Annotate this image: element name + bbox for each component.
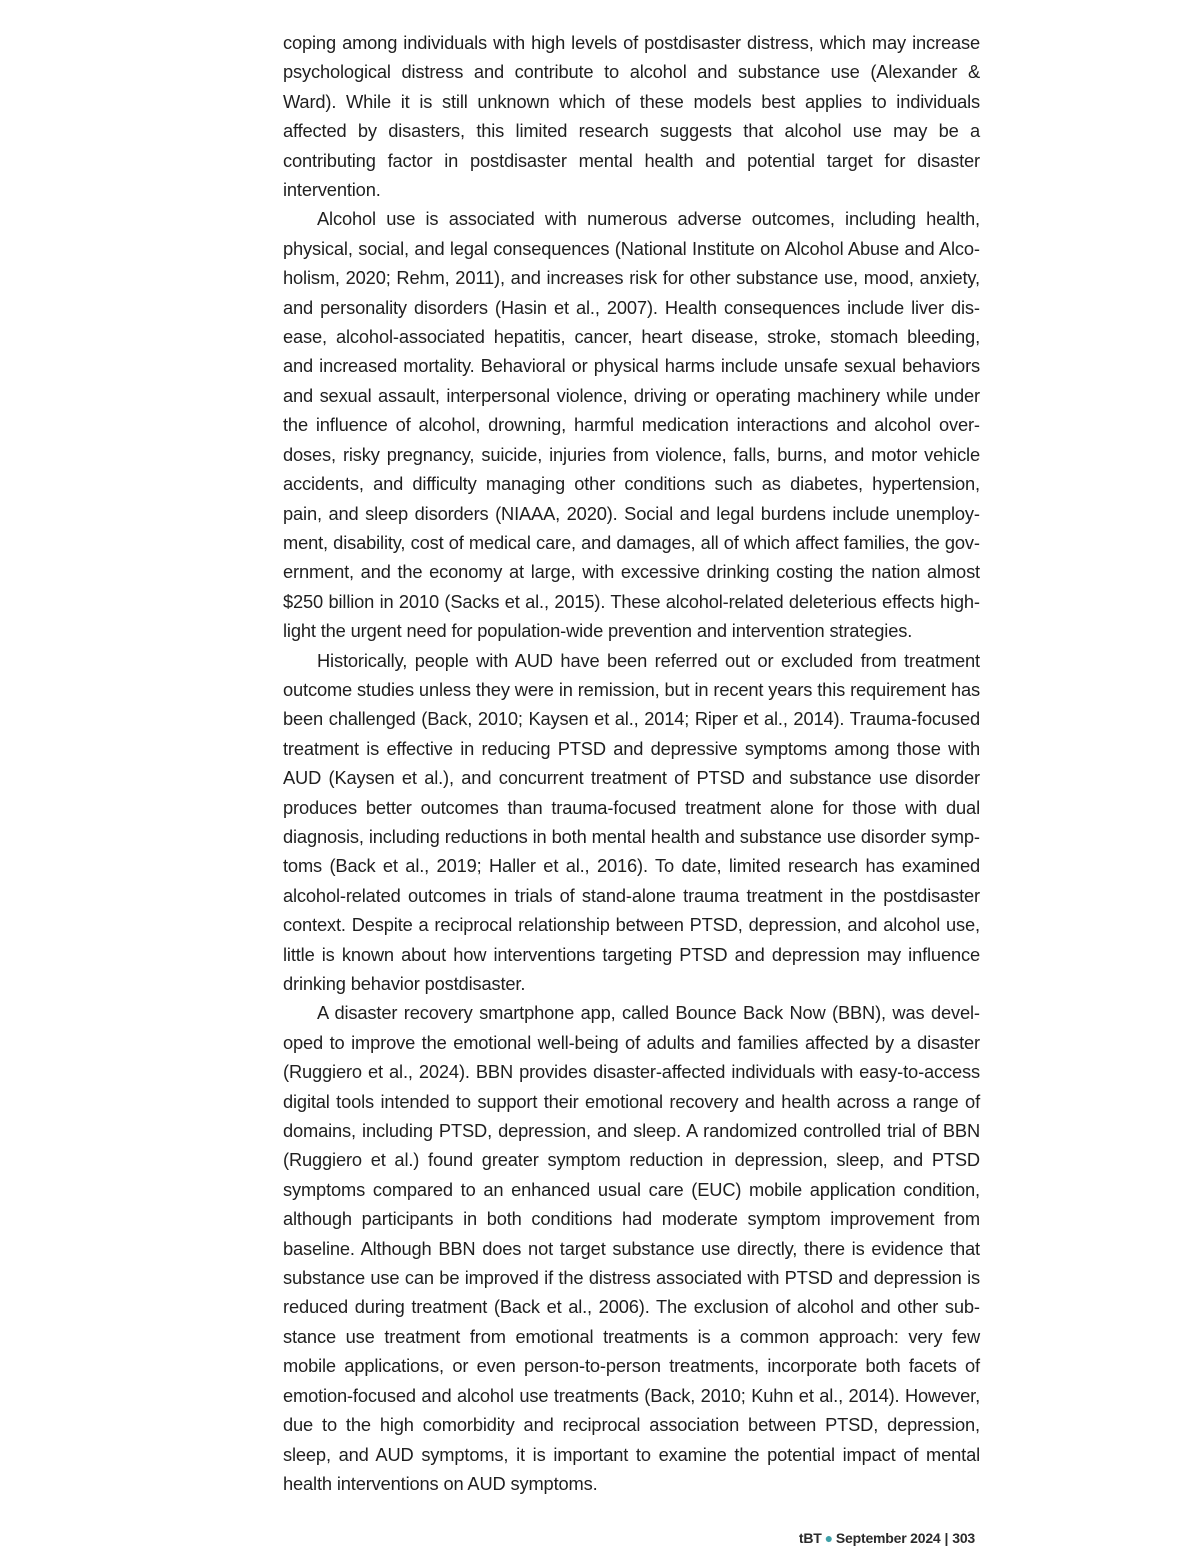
journal-abbreviation: tBT xyxy=(798,1530,822,1546)
bullet-dot-icon: ● xyxy=(824,1530,833,1546)
paragraph-bounce-back-now: A disaster recovery smartphone app, called Bounce Back Now (BBN), was developed to improve the emotional well-being of adults and families affected by a disaster (Ruggiero et al., 2024). BBN provides disaster-affected individuals with easy-to-access digital tools intended to support their emotional recovery and health across a range of domains, including PTSD, depression, and sleep. A randomized controlled trial of BBN (Ruggiero et al.) found greater symptom reduction in depression, sleep, and PTSD symptoms compared to an enhanced usual care (EUC) mobile application condition, although participants in both conditions had moderate symptom improvement from baseline. Although BBN does not target substance use directly, there is evidence that substance use can be improved if the distress associated with PTSD and depression is reduced during treatment (Back et al., 2006). The exclusion of alcohol and other substance use treatment from emotional treatments is a common approach: very few mobile applications, or even person-to-person treatments, incorporate both facets of emotion-focused and alcohol use treatments (Back, 2010; Kuhn et al., 2014). However, due to the high comorbidity and reciprocal association between PTSD, depression, sleep, and AUD symptoms, it is important to examine the potential impact of mental health interventions on AUD symptoms. xyxy=(283,1002,980,1494)
paragraph-alcohol-outcomes: Alcohol use is associated with numerous adverse outcomes, including health, physical, social, and legal consequences (National Institute on Alcohol Abuse and Alcoholism, 2020; Rehm, 2011), and increases risk for other substance use, mood, anxiety, and personality disorders (Hasin et al., 2007). Health consequences include liver disease, alcohol-associated hepatitis, cancer, heart disease, stroke, stomach bleeding, and increased mortality. Behavioral or physical harms include unsafe sexual behaviors and sexual assault, interpersonal violence, driving or operating machinery while under the influence of alcohol, drowning, harmful medication interactions and alcohol overdoses, risky pregnancy, suicide, injuries from violence, falls, burns, and motor vehicle accidents, and difficulty managing other conditions such as diabetes, hypertension, pain, and sleep disorders (NIAAA, 2020). Social and legal burdens include unemployment, disability, cost of medical care, and damages, all of which affect families, the government, and the economy at large, with excessive drinking costing the nation almost $250 billion in 2010 (Sacks et al., 2015). These alcohol-related deleterious effects highlight the urgent need for population-wide prevention and intervention strategies. xyxy=(283,208,980,642)
page-number: 303 xyxy=(952,1530,975,1546)
paragraph-aud-treatment-history: Historically, people with AUD have been referred out or excluded from treatment outcome studies unless they were in remission, but in recent years this requirement has been challenged (Back, 2010; Kaysen et al., 2014; Riper et al., 2014). Trauma-focused treatment is effective in reducing PTSD and depressive symptoms among those with AUD (Kaysen et al.), and concurrent treatment of PTSD and substance use disorder produces better outcomes than trauma-focused treatment alone for those with dual diagnosis, including reductions in both mental health and substance use disorder symptoms (Back et al., 2019; Haller et al., 2016). To date, limited research has examined alcohol-related outcomes in trials of stand-alone trauma treatment in the postdisaster context. Despite a reciprocal relationship between PTSD, depression, and alcohol use, little is known about how interventions targeting PTSD and depression may influence drinking behavior postdisaster. xyxy=(283,649,980,994)
footer-separator: | xyxy=(944,1530,949,1546)
paragraph-continuation: coping among individuals with high levels of postdisaster distress, which may increase psychological distress and contribute to alcohol and substance use (Alexander & Ward). While it is still unknown which of these models best applies to individuals affected by disasters, this limited research suggests that alcohol use may be a contributing factor in postdisaster mental health and potential target for disaster intervention. xyxy=(283,32,980,201)
issue-date: September 2024 xyxy=(835,1530,941,1546)
page-footer xyxy=(799,1530,975,1546)
article-body xyxy=(283,28,980,1498)
